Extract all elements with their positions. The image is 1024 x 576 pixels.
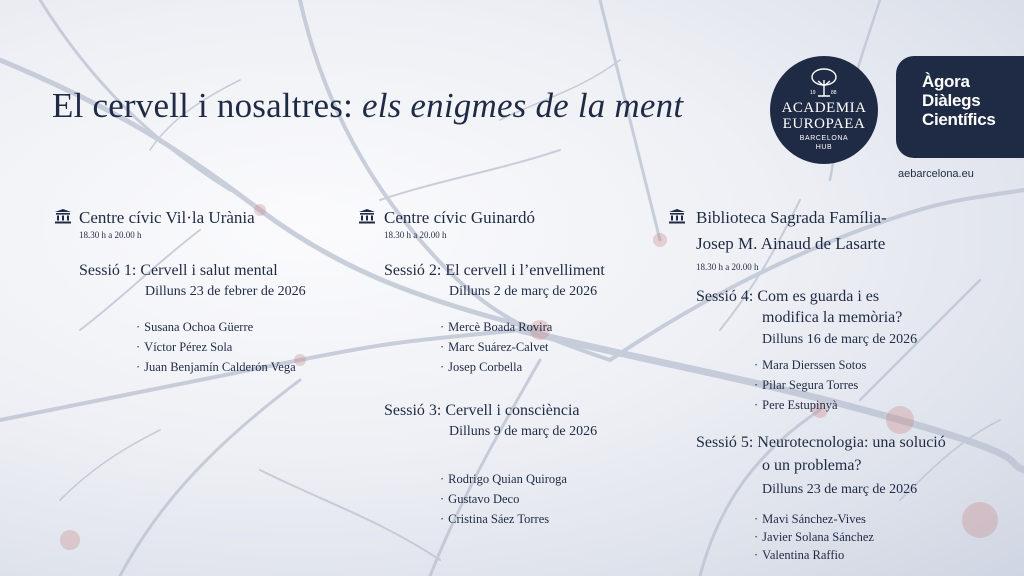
logo-line-barcelona: BARCELONA	[799, 135, 849, 142]
agora-line-3: Científics	[922, 110, 996, 129]
speaker: · Rodrigo Quian Quiroga	[440, 472, 567, 487]
page-title	[52, 86, 683, 126]
logo-line-europaea: EUROPAEA	[782, 116, 866, 132]
session-date: Dilluns 23 de març de 2026	[762, 482, 918, 497]
speaker: · Mavi Sánchez-Vives	[754, 512, 866, 527]
building-icon	[54, 208, 72, 224]
session-date: Dilluns 2 de març de 2026	[449, 284, 598, 299]
session-title: Sessió 2: El cervell i l’envelliment	[384, 262, 605, 279]
speaker: · Cristina Sáez Torres	[440, 512, 549, 527]
venue-time: 18.30 h a 20.00 h	[384, 230, 447, 240]
logo-line-academia: ACADEMIA	[781, 100, 867, 116]
session-date: Dilluns 9 de març de 2026	[449, 424, 598, 439]
speaker: · Marc Suárez-Calvet	[440, 340, 548, 355]
agora-line-2: Diàlegs	[922, 91, 981, 110]
website-link[interactable]: aebarcelona.eu	[898, 168, 974, 180]
venue-name-line-1: Biblioteca Sagrada Família-	[696, 208, 887, 227]
academia-europaea-logo	[770, 56, 878, 164]
session-title-line-2: modifica la memòria?	[762, 309, 903, 326]
speaker: · Mercè Boada Rovira	[440, 320, 552, 335]
tree-icon	[806, 66, 842, 100]
venue-name: Centre cívic Guinardó	[384, 208, 536, 227]
speaker: · Gustavo Deco	[440, 492, 519, 507]
speaker: · Pilar Segura Torres	[754, 378, 858, 393]
venue-time: 18.30 h a 20.00 h	[79, 230, 142, 240]
venue-name-line-2: Josep M. Ainaud de Lasarte	[696, 234, 886, 253]
year-right: 88	[831, 90, 837, 96]
venue-time: 18.30 h a 20.00 h	[696, 262, 759, 272]
title-main: El cervell i nosaltres:	[52, 86, 354, 125]
logo-line-hub: HUB	[815, 144, 833, 151]
session-title: Sessió 3: Cervell i consciència	[384, 402, 580, 419]
agora-logo	[896, 56, 1024, 158]
speaker: · Mara Dierssen Sotos	[754, 358, 866, 373]
session-title-line-1: Sessió 5: Neurotecnologia: una solució	[696, 434, 946, 451]
building-icon	[358, 208, 376, 224]
year-left: 19	[810, 90, 816, 96]
session-date: Dilluns 23 de febrer de 2026	[145, 284, 306, 299]
speaker: · Javier Solana Sánchez	[754, 530, 874, 545]
session-title-line-1: Sessió 4: Com es guarda i es	[696, 288, 880, 305]
session-title-line-2: o un problema?	[762, 457, 862, 474]
speaker: · Pere Estupinyà	[754, 398, 838, 413]
speaker: · Juan Benjamín Calderón Vega	[136, 360, 296, 375]
venue-name: Centre cívic Vil·la Urània	[79, 208, 255, 227]
agora-line-1: Àgora	[922, 72, 970, 91]
session-date: Dilluns 16 de març de 2026	[762, 332, 918, 347]
speaker: · Josep Corbella	[440, 360, 522, 375]
speaker: · Valentina Raffio	[754, 548, 844, 563]
speaker: · Víctor Pérez Sola	[136, 340, 232, 355]
title-emphasis: els enigmes de la ment	[361, 86, 684, 125]
session-title: Sessió 1: Cervell i salut mental	[79, 262, 278, 279]
building-icon	[668, 208, 686, 224]
speaker: · Susana Ochoa Güerre	[136, 320, 253, 335]
